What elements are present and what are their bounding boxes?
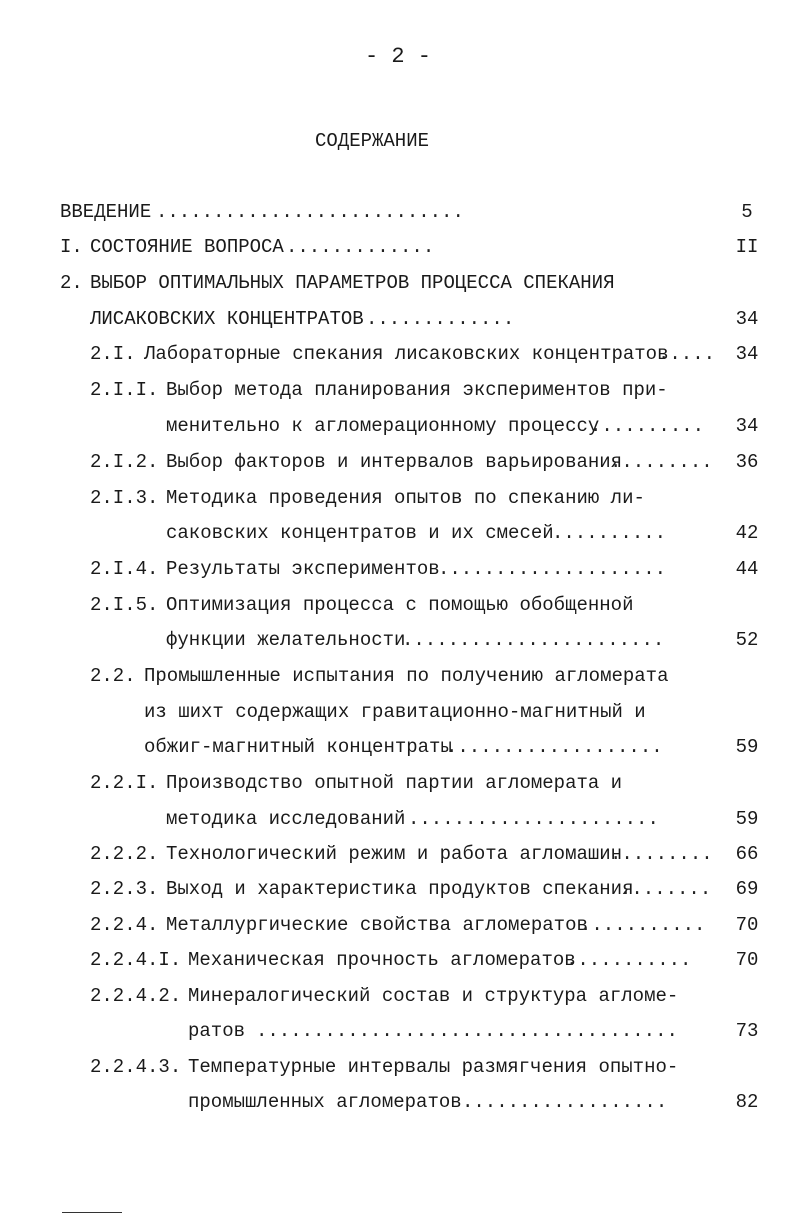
toc-entry [0,1089,796,1115]
leader-dots: ..... [658,343,716,365]
toc-entry [0,912,796,938]
toc-entry-title: Механическая прочность агломератов [188,949,576,971]
toc-entry [0,556,796,582]
toc-entry-title: Выбор факторов и интервалов варьирования [166,451,623,473]
toc-entry-title: СОСТОЯНИЕ ВОПРОСА [90,236,284,258]
toc-entry [0,983,796,1009]
toc-entry-title: обжиг-магнитный концентраты [144,736,452,758]
toc-entry-number: 2.2.4.I. [90,949,182,971]
toc-entry-number: 2.2.4. [90,914,159,936]
toc-entry-title: Результаты экспериментов [166,558,440,580]
toc-entry-title: Выбор метода планирования экспериментов при- [166,379,668,401]
toc-entry-page: 5 [741,201,753,223]
leader-dots: ......... [610,843,713,865]
leader-dots: ........ [620,878,712,900]
toc-entry [0,627,796,653]
toc-entry-title: ВЫБОР ОПТИМАЛЬНЫХ ПАРАМЕТРОВ ПРОЦЕССА СПЕКАНИЯ [90,272,615,294]
toc-entry-page: 70 [735,949,759,971]
toc-entry-number: 2.2.4.3. [90,1056,182,1078]
toc-entry [0,876,796,902]
toc-entry-number: 2.I.2. [90,451,159,473]
toc-entry-title: Методика проведения опытов по спеканию ли- [166,487,645,509]
toc-entry [0,341,796,367]
toc-entry [0,485,796,511]
toc-entry [0,270,796,296]
toc-entry [0,234,796,260]
toc-entry-number: I. [60,236,83,258]
toc-entry-title: саковских концентратов и их смесей [166,522,554,544]
toc-entry-page: 59 [735,736,759,758]
toc-entry [0,734,796,760]
toc-entry-title: ратов [188,1020,246,1042]
leader-dots: ...................... [408,808,659,830]
toc-entry [0,449,796,475]
toc-entry-title: функции желательности [166,629,406,651]
toc-entry-page: 44 [735,558,759,580]
toc-entry [0,663,796,689]
footnote-divider [62,1212,122,1213]
leader-dots: .......... [552,522,667,544]
toc-entry-number: 2.I.I. [90,379,159,401]
toc-entry-number: 2.I.4. [90,558,159,580]
toc-entry-title: Промышленные испытания по получению агломерата [144,665,669,687]
toc-entry-number: 2.I. [90,343,136,365]
toc-entry-page: 52 [735,629,759,651]
toc-entry-title: менительно к агломерационному процессу [166,415,600,437]
toc-entry-page: 82 [735,1091,759,1113]
toc-entry-page: 34 [735,415,759,437]
toc-entry-title: Оптимизация процесса с помощью обобщенной [166,594,634,616]
toc-entry-title: Производство опытной партии агломерата и [166,772,623,794]
toc-entry-title: из шихт содержащих гравитационно-магнитный и [144,701,646,723]
toc-entry [0,770,796,796]
leader-dots: ........................... [156,201,464,223]
toc-entry-page: 36 [735,451,759,473]
toc-entry-page: 73 [735,1020,759,1042]
toc-entry-number: 2.2. [90,665,136,687]
toc-entry [0,199,796,225]
toc-entry-page: 66 [735,843,759,865]
leader-dots: .................... [438,558,667,580]
toc-entry-page: 59 [735,808,759,830]
toc-entry-title: Металлургические свойства агломератов [166,914,588,936]
toc-entry-number: 2.2.2. [90,843,159,865]
toc-entry-title: Технологический режим и работа агломашин [166,843,623,865]
toc-entry-number: 2.I.5. [90,594,159,616]
leader-dots: ....................... [402,629,665,651]
toc-entry-page: 42 [735,522,759,544]
toc-entry-page: 70 [735,914,759,936]
toc-entry [0,306,796,332]
toc-entry-title: промышленных агломератов [188,1091,462,1113]
toc-entry-title: Лабораторные спекания лисаковских концентратов [144,343,669,365]
leader-dots: ......... [610,451,713,473]
toc-entry-number: 2.2.I. [90,772,159,794]
page-number: - 2 - [364,44,431,69]
leader-dots: ........... [566,949,692,971]
leader-dots: .......... [590,415,705,437]
toc-entry [0,841,796,867]
toc-entry [0,947,796,973]
leader-dots: ............. [366,308,515,330]
toc-entry [0,592,796,618]
toc-entry-page: II [735,236,759,258]
toc-entry-number: 2.I.3. [90,487,159,509]
toc-entry-title: Минералогический состав и структура агломе- [188,985,679,1007]
toc-entry-title: методика исследований [166,808,406,830]
toc-entry-number: 2.2.4.2. [90,985,182,1007]
leader-dots: .................. [462,1091,668,1113]
toc-entry [0,413,796,439]
leader-dots: ..................................... [256,1020,678,1042]
toc-entry-page: 69 [735,878,759,900]
toc-entry-number: 2.2.3. [90,878,159,900]
leader-dots: ................... [446,736,663,758]
page-title: СОДЕРЖАНИЕ [314,130,430,152]
leader-dots: ........... [580,914,706,936]
toc-entry [0,806,796,832]
toc-entry-page: 34 [735,343,759,365]
leader-dots: ............. [286,236,435,258]
toc-entry [0,520,796,546]
toc-entry-title: ВВЕДЕНИЕ [60,201,152,223]
toc-entry-title: Температурные интервалы размягчения опытно- [188,1056,679,1078]
toc-entry [0,377,796,403]
toc-entry [0,1054,796,1080]
toc-entry-page: 34 [735,308,759,330]
toc-entry [0,1018,796,1044]
toc-entry [0,699,796,725]
toc-entry-number: 2. [60,272,83,294]
toc-entry-title: ЛИСАКОВСКИХ КОНЦЕНТРАТОВ [90,308,364,330]
toc-entry-title: Выход и характеристика продуктов спекания [166,878,634,900]
